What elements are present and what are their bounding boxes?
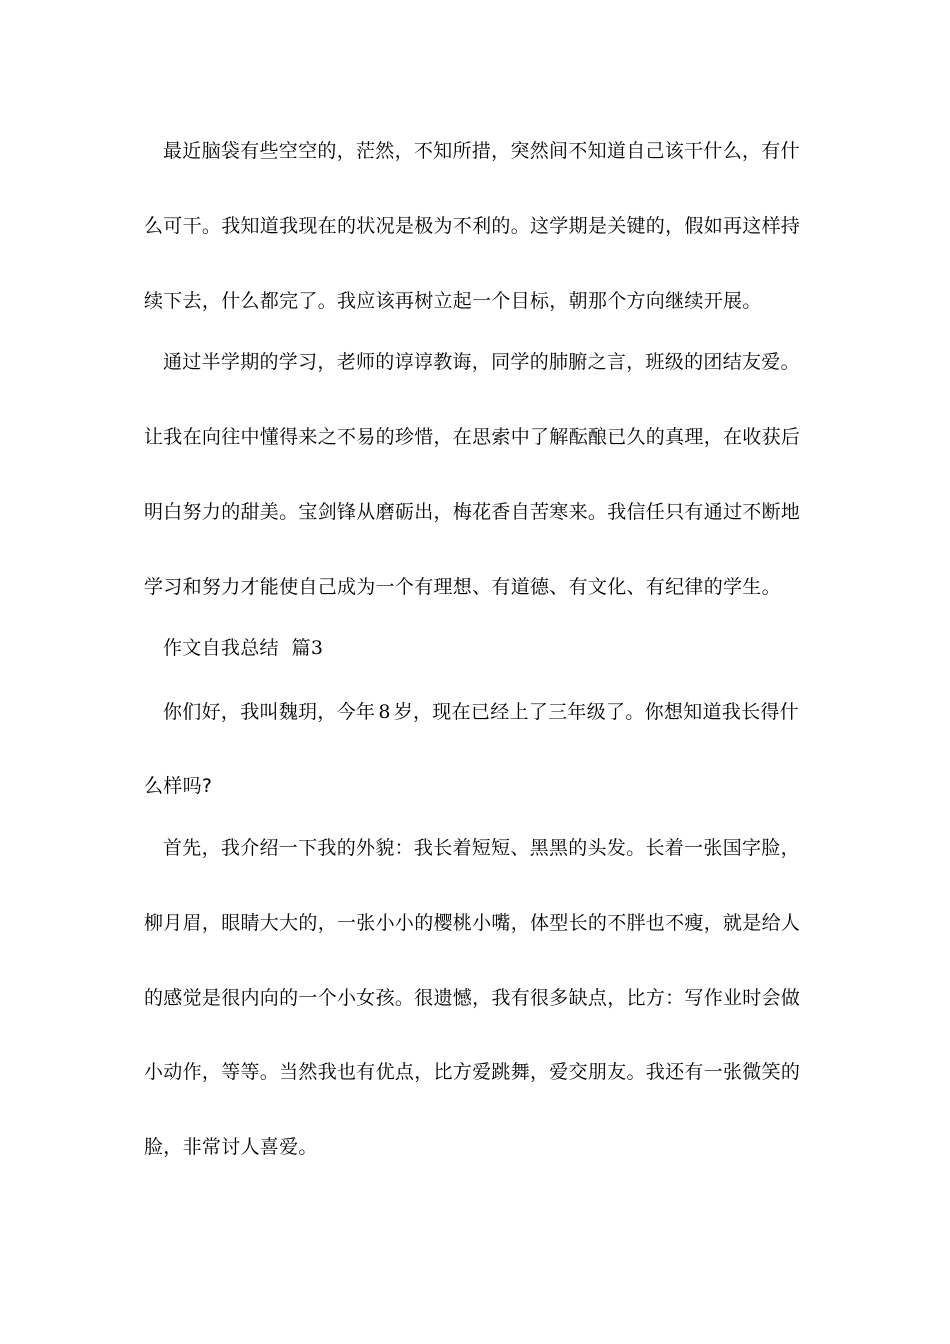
paragraph-2-line-1: 通过半学期的学习，老师的谆谆教诲，同学的肺腑之言，班级的团结友爱。 xyxy=(163,351,800,373)
section-heading xyxy=(163,635,803,661)
paragraph-1-line-1: 最近脑袋有些空空的，茫然，不知所措，突然间不知道自己该干什么，有什 xyxy=(163,140,800,162)
paragraph-4-line-5: 脸，非常讨人喜爱。 xyxy=(144,1136,318,1158)
section-heading-number: 3 xyxy=(310,637,324,659)
paragraph-2-line-3: 明白努力的甜美。宝剑锋从磨砺出，梅花香自苦寒来。我信任只有通过不断地 xyxy=(144,501,801,523)
paragraph-3-text-b: 岁，现在已经上了三年级了。你想知道我长得什 xyxy=(393,701,800,723)
paragraph-3-line-1 xyxy=(163,699,803,725)
paragraph-3-text-a: 你们好，我叫魏玥，今年 xyxy=(163,701,376,723)
section-heading-label: 篇 xyxy=(291,637,311,659)
paragraph-4-line-2: 柳月眉，眼睛大大的，一张小小的樱桃小嘴，体型长的不胖也不瘦，就是给人 xyxy=(144,912,801,934)
paragraph-1-line-2: 么可干。我知道我现在的状况是极为不利的。这学期是关键的，假如再这样持 xyxy=(144,215,801,237)
section-heading-title: 作文自我总结 xyxy=(163,637,279,659)
paragraph-1-line-3: 续下去，什么都完了。我应该再树立起一个目标，朝那个方向继续开展。 xyxy=(144,290,762,312)
paragraph-3-age: 8 xyxy=(378,701,391,723)
paragraph-2-line-2: 让我在向往中懂得来之不易的珍惜，在思索中了解酝酿已久的真理，在收获后 xyxy=(144,426,801,448)
paragraph-4-line-1: 首先，我介绍一下我的外貌：我长着短短、黑黑的头发。长着一张国字脸， xyxy=(163,837,800,859)
paragraph-4-line-4: 小动作，等等。当然我也有优点，比方爱跳舞，爱交朋友。我还有一张微笑的 xyxy=(144,1061,801,1083)
paragraph-2-line-4: 学习和努力才能使自己成为一个有理想、有道德、有文化、有纪律的学生。 xyxy=(144,576,781,598)
paragraph-3-line-2: 么样吗? xyxy=(144,775,213,797)
paragraph-4-line-3: 的感觉是很内向的一个小女孩。很遗憾，我有很多缺点，比方：写作业时会做 xyxy=(144,987,801,1009)
